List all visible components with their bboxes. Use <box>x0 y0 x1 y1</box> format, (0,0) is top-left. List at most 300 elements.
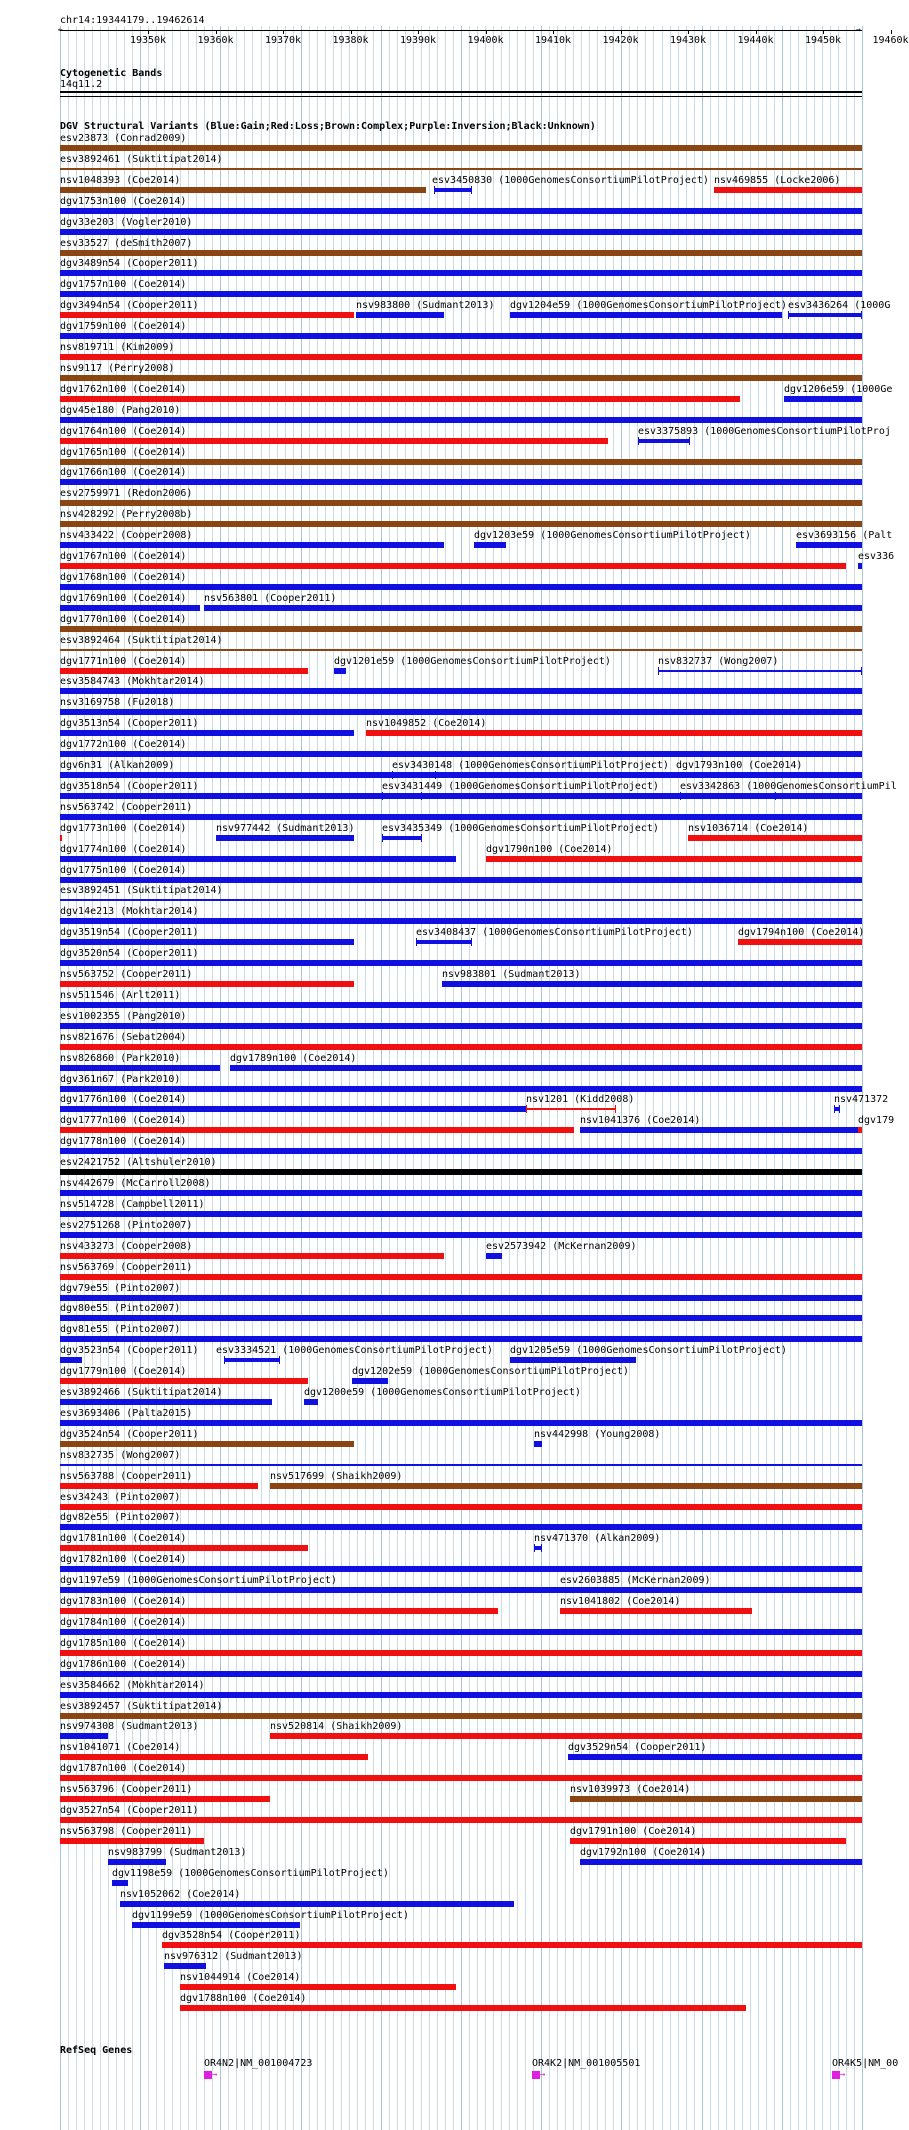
sv-label[interactable]: esv3892457 (Suktitipat2014) <box>60 1700 223 1712</box>
sv-label[interactable]: dgv1200e59 (1000GenomesConsortiumPilotProject) <box>304 1387 581 1398</box>
grid-line <box>333 26 334 2130</box>
gene-exon[interactable] <box>832 2071 840 2079</box>
sv-label[interactable]: dgv3527n54 (Cooper2011) <box>60 1805 199 1816</box>
cytoband-track-title[interactable]: Cytogenetic Bands <box>60 68 163 79</box>
sv-label[interactable]: nsv563769 (Cooper2011) <box>60 1261 193 1273</box>
sv-bar-gain[interactable] <box>60 772 862 778</box>
sv-bar-gain[interactable] <box>60 605 200 611</box>
sv-bar-loss[interactable] <box>60 1504 862 1510</box>
sv-bar-complex[interactable] <box>60 500 862 506</box>
sv-bar-loss[interactable] <box>60 396 740 402</box>
sv-label[interactable]: nsv428292 (Perry2008b) <box>60 509 193 521</box>
sv-bar-gain[interactable] <box>382 836 422 840</box>
sv-label[interactable]: dgv1767n100 (Coe2014) <box>60 551 187 562</box>
sv-label[interactable]: dgv1790n100 (Coe2014) <box>486 843 613 855</box>
sv-bar-gain[interactable] <box>60 333 862 339</box>
sv-bar-loss[interactable] <box>60 1545 308 1551</box>
sv-bar-gain[interactable] <box>784 396 862 402</box>
sv-label[interactable]: esv3342863 (1000GenomesConsortiumPil <box>680 780 897 792</box>
grid-line <box>429 26 430 2130</box>
sv-bar-gain[interactable] <box>352 1378 388 1384</box>
sv-label[interactable]: esv2421752 (Altshuler2010) <box>60 1157 217 1169</box>
sv-label[interactable]: nsv821676 (Sebat2004) <box>60 1031 187 1043</box>
sv-bar-gain[interactable] <box>60 479 862 485</box>
sv-label[interactable]: esv2573942 (McKernan2009) <box>486 1240 637 1252</box>
sv-bar-complex[interactable] <box>60 626 862 632</box>
sv-label[interactable]: nsv563742 (Cooper2011) <box>60 801 193 813</box>
sv-bar-gain[interactable] <box>120 1901 514 1907</box>
sv-bar-complex[interactable] <box>60 521 862 527</box>
sv-label[interactable]: esv3408437 (1000GenomesConsortiumPilotProject) <box>416 927 693 939</box>
sv-label[interactable]: nsv433273 (Cooper2008) <box>60 1240 193 1252</box>
sv-label[interactable]: nsv1036714 (Coe2014) <box>688 822 809 834</box>
sv-label[interactable]: dgv1757n100 (Coe2014) <box>60 279 187 291</box>
sv-bar-complex[interactable] <box>60 168 862 170</box>
sv-label[interactable]: dgv6n31 (Alkan2009) <box>60 760 175 771</box>
sv-bar-gain[interactable] <box>164 1963 206 1969</box>
sv-bar-gain[interactable] <box>60 1232 862 1238</box>
sv-bar-gain[interactable] <box>60 918 862 924</box>
sv-label[interactable]: dgv3518n54 (Cooper2011) <box>60 780 199 792</box>
sv-label[interactable]: dgv1203e59 (1000GenomesConsortiumPilotProject) <box>474 530 751 542</box>
sv-bar-gain[interactable] <box>304 1399 318 1405</box>
sv-label[interactable]: nsv1201 (Kidd2008) <box>526 1094 635 1106</box>
sv-bar-gain[interactable] <box>60 1399 272 1405</box>
sv-label[interactable]: dgv1787n100 (Coe2014) <box>60 1763 187 1775</box>
sv-label[interactable]: nsv433422 (Cooper2008) <box>60 530 193 542</box>
sv-bar-gain[interactable] <box>112 1880 128 1886</box>
sv-bar-gain[interactable] <box>60 1357 82 1363</box>
sv-bar-complex[interactable] <box>60 1441 354 1447</box>
sv-bar-gain[interactable] <box>60 856 456 862</box>
sv-bar-loss[interactable] <box>270 1733 862 1739</box>
sv-label[interactable]: nsv3169758 (Fu2018) <box>60 697 175 709</box>
sv-label[interactable]: dgv3528n54 (Cooper2011) <box>162 1930 301 1942</box>
sv-bar-gain[interactable] <box>486 1253 502 1259</box>
sv-label[interactable]: dgv179 <box>858 1115 895 1127</box>
sv-label[interactable]: esv3334521 (1000GenomesConsortiumPilotProject) <box>216 1345 493 1357</box>
grid-line <box>228 26 229 2130</box>
sv-label[interactable]: dgv1205e59 (1000GenomesConsortiumPilotProject) <box>510 1345 787 1357</box>
sv-label[interactable]: dgv3520n54 (Cooper2011) <box>60 948 199 960</box>
gene-exon[interactable] <box>532 2071 540 2079</box>
sv-label[interactable]: nsv442679 (McCarroll2008) <box>60 1178 211 1189</box>
sv-label[interactable]: esv3892466 (Suktitipat2014) <box>60 1387 223 1398</box>
sv-label[interactable]: nsv977442 (Sudmant2013) <box>216 822 355 834</box>
sv-bar-loss[interactable] <box>366 730 862 736</box>
sv-bar-gain[interactable] <box>60 1148 862 1154</box>
sv-label[interactable]: esv3430148 (1000GenomesConsortiumPilotProject) <box>392 760 669 771</box>
sv-label[interactable]: nsv563796 (Cooper2011) <box>60 1784 193 1796</box>
sv-bar-loss[interactable] <box>714 187 862 193</box>
sv-label[interactable]: dgv3489n54 (Cooper2011) <box>60 258 199 270</box>
sv-bar-loss[interactable] <box>60 1483 258 1489</box>
ruler-tick <box>688 30 689 34</box>
sv-label[interactable]: dgv81e55 (Pinto2007) <box>60 1324 181 1336</box>
sv-bar-loss[interactable] <box>688 835 862 841</box>
sv-label[interactable]: dgv1762n100 (Coe2014) <box>60 383 187 395</box>
sv-label[interactable]: dgv1785n100 (Coe2014) <box>60 1637 187 1649</box>
sv-bar-complex[interactable] <box>60 375 862 381</box>
sv-bar-gain[interactable] <box>60 270 862 276</box>
sv-label[interactable]: esv3584743 (Mokhtar2014) <box>60 676 205 688</box>
sv-bar-gain[interactable] <box>60 1106 526 1112</box>
sv-label[interactable]: esv3693156 (Palt <box>796 530 893 542</box>
sv-bar-gain[interactable] <box>434 188 472 192</box>
sv-label[interactable]: esv3892451 (Suktitipat2014) <box>60 885 223 897</box>
sv-label[interactable]: dgv1771n100 (Coe2014) <box>60 655 187 667</box>
sv-label[interactable]: dgv1197e59 (1000GenomesConsortiumPilotProject) <box>60 1575 337 1587</box>
sv-bar-loss[interactable] <box>60 1775 862 1781</box>
grid-line <box>309 26 310 2130</box>
sv-label[interactable]: dgv33e203 (Vogler2010) <box>60 216 193 228</box>
sv-label[interactable]: dgv1781n100 (Coe2014) <box>60 1533 187 1545</box>
gene-label[interactable]: OR4K2|NM_001005501 <box>532 2058 641 2069</box>
sv-label[interactable]: nsv826860 (Park2010) <box>60 1052 181 1064</box>
sv-label[interactable]: dgv1199e59 (1000GenomesConsortiumPilotProject) <box>132 1909 409 1921</box>
sv-bar-gain[interactable] <box>60 1629 862 1635</box>
sv-bar-loss[interactable] <box>60 981 354 987</box>
sv-bar-loss[interactable] <box>60 438 608 444</box>
sv-label[interactable]: nsv1041376 (Coe2014) <box>580 1115 701 1127</box>
sv-label[interactable]: dgv1792n100 (Coe2014) <box>580 1846 707 1858</box>
sv-label[interactable]: dgv1773n100 (Coe2014) <box>60 822 187 834</box>
sv-label[interactable]: nsv442998 (Young2008) <box>534 1428 661 1440</box>
sv-label[interactable]: nsv514728 (Campbell2011) <box>60 1198 205 1210</box>
grid-line <box>742 26 743 2130</box>
sv-label[interactable]: nsv563752 (Cooper2011) <box>60 969 193 980</box>
sv-bar-endcap <box>615 1105 616 1113</box>
sv-label[interactable]: nsv983801 (Sudmant2013) <box>442 969 581 980</box>
sv-label[interactable]: esv2603885 (McKernan2009) <box>560 1575 711 1587</box>
sv-bar-gain[interactable] <box>230 1065 862 1071</box>
sv-label[interactable]: esv3450830 (1000GenomesConsortiumPilotProject) <box>432 174 709 186</box>
sv-bar-loss[interactable] <box>60 1754 368 1760</box>
sv-label[interactable]: nsv974308 (Sudmant2013) <box>60 1721 199 1733</box>
ruler-tick-label: 19400k <box>467 35 504 46</box>
sv-bar-gain[interactable] <box>658 670 862 672</box>
sv-bar-gain[interactable] <box>60 1295 862 1301</box>
sv-bar-endcap <box>839 1105 840 1113</box>
sv-bar-gain[interactable] <box>60 1336 862 1342</box>
grid-line <box>357 26 358 2130</box>
sv-bar-loss[interactable] <box>60 1650 862 1656</box>
sv-bar-loss[interactable] <box>162 1942 862 1948</box>
sv-bar-gain[interactable] <box>580 1859 862 1865</box>
sv-label[interactable]: dgv82e55 (Pinto2007) <box>60 1512 181 1524</box>
sv-label[interactable]: esv336 <box>858 551 895 562</box>
sv-label[interactable]: nsv563798 (Cooper2011) <box>60 1825 193 1837</box>
sv-label[interactable]: esv2751268 (Pinto2007) <box>60 1219 193 1231</box>
sv-bar-gain[interactable] <box>60 814 862 820</box>
sv-label[interactable]: esv23873 (Conrad2009) <box>60 133 187 144</box>
sv-label[interactable]: dgv80e55 (Pinto2007) <box>60 1303 181 1315</box>
sv-label[interactable]: dgv1772n100 (Coe2014) <box>60 739 187 751</box>
sv-bar-endcap <box>224 1356 225 1364</box>
sv-bar-gain[interactable] <box>858 563 862 569</box>
sv-bar-gain[interactable] <box>796 542 862 548</box>
sv-bar-loss[interactable] <box>60 1044 862 1050</box>
sv-label[interactable]: dgv1786n100 (Coe2014) <box>60 1658 187 1670</box>
sv-label[interactable]: dgv1204e59 (1000GenomesConsortiumPilotProject) <box>510 300 787 312</box>
sv-label[interactable]: nsv471372 <box>834 1094 889 1106</box>
sv-label[interactable]: esv33527 (deSmith2007) <box>60 237 193 249</box>
gene-label[interactable]: OR4N2|NM_001004723 <box>204 2058 313 2069</box>
sv-bar-complex[interactable] <box>60 145 862 151</box>
sv-bar-gain[interactable] <box>60 291 862 297</box>
sv-bar-gain[interactable] <box>60 1587 862 1593</box>
sv-label[interactable]: dgv1198e59 (1000GenomesConsortiumPilotProject) <box>112 1867 389 1879</box>
sv-bar-gain[interactable] <box>60 542 444 548</box>
sv-bar-loss[interactable] <box>60 1274 862 1280</box>
sv-label[interactable]: dgv1753n100 (Coe2014) <box>60 195 187 207</box>
sv-bar-gain[interactable] <box>60 1315 862 1321</box>
grid-line <box>501 26 502 2130</box>
sv-label[interactable]: dgv1202e59 (1000GenomesConsortiumPilotProject) <box>352 1366 629 1378</box>
sv-bar-loss[interactable] <box>560 1608 752 1614</box>
grid-line <box>293 26 294 2130</box>
sv-label[interactable]: dgv14e213 (Mokhtar2014) <box>60 906 199 918</box>
sv-label[interactable]: esv3584662 (Mokhtar2014) <box>60 1679 205 1691</box>
sv-bar-loss[interactable] <box>60 354 862 360</box>
sv-label[interactable]: dgv1774n100 (Coe2014) <box>60 843 187 855</box>
sv-label[interactable]: esv3375893 (1000GenomesConsortiumPilotProj <box>638 425 891 437</box>
sv-label[interactable]: dgv1766n100 (Coe2014) <box>60 467 187 479</box>
sv-bar-gain[interactable] <box>60 688 862 694</box>
sv-label[interactable]: nsv983800 (Sudmant2013) <box>356 300 495 312</box>
sv-label[interactable]: dgv1759n100 (Coe2014) <box>60 321 187 333</box>
sv-label[interactable]: dgv1793n100 (Coe2014) <box>676 760 803 771</box>
grid-line <box>662 26 663 2130</box>
sv-label[interactable]: nsv1039973 (Coe2014) <box>570 1784 691 1796</box>
sv-label[interactable]: nsv1049852 (Coe2014) <box>366 718 487 730</box>
sv-label[interactable]: dgv1791n100 (Coe2014) <box>570 1825 697 1837</box>
sv-bar-loss[interactable] <box>60 1127 574 1133</box>
sv-label[interactable]: dgv3523n54 (Cooper2011) <box>60 1345 199 1357</box>
sv-bar-gain[interactable] <box>216 835 354 841</box>
sv-bar-gain[interactable] <box>60 1420 862 1426</box>
sv-bar-gain[interactable] <box>60 1733 108 1739</box>
sv-bar-gain[interactable] <box>132 1922 300 1928</box>
sv-bar-gain[interactable] <box>60 229 862 235</box>
sv-bar-endcap <box>434 186 435 194</box>
sv-bar-loss[interactable] <box>858 1127 862 1133</box>
sv-bar-loss[interactable] <box>570 1838 846 1844</box>
sv-bar-gain[interactable] <box>60 1566 862 1572</box>
sv-bar-complex[interactable] <box>60 250 862 256</box>
sv-bar-gain[interactable] <box>60 1190 862 1196</box>
sv-bar-complex[interactable] <box>570 1796 862 1802</box>
sv-label[interactable]: nsv819711 (Kim2009) <box>60 342 175 353</box>
sv-label[interactable]: nsv832735 (Wong2007) <box>60 1449 181 1461</box>
sv-label[interactable]: nsv1044914 (Coe2014) <box>180 1972 301 1984</box>
sv-label[interactable]: dgv361n67 (Park2010) <box>60 1073 181 1085</box>
sv-bar-loss[interactable] <box>180 2005 746 2011</box>
sv-bar-gain[interactable] <box>60 1692 862 1698</box>
sv-label[interactable]: nsv1041071 (Coe2014) <box>60 1742 181 1754</box>
sv-label[interactable]: esv3435349 (1000GenomesConsortiumPilotProject) <box>382 822 659 834</box>
sv-label[interactable]: esv2759971 (Redon2006) <box>60 488 193 500</box>
grid-line <box>244 26 245 2130</box>
sv-label[interactable]: dgv1769n100 (Coe2014) <box>60 592 187 604</box>
sv-bar-gain[interactable] <box>60 208 862 214</box>
sv-label[interactable]: dgv3513n54 (Cooper2011) <box>60 718 199 730</box>
sv-label[interactable]: nsv471370 (Alkan2009) <box>534 1533 661 1545</box>
sv-label[interactable]: dgv3524n54 (Cooper2011) <box>60 1428 199 1440</box>
sv-label[interactable]: dgv3519n54 (Cooper2011) <box>60 927 199 939</box>
sv-bar-gain[interactable] <box>60 1086 862 1092</box>
cytoband-bar[interactable] <box>60 91 862 93</box>
sv-bar-gain[interactable] <box>474 542 506 548</box>
sv-bar-loss[interactable] <box>60 312 354 318</box>
grid-line <box>405 26 406 2130</box>
sv-bar-gain[interactable] <box>60 1002 862 1008</box>
sv-bar-loss[interactable] <box>60 1378 308 1384</box>
sv-bar-gain[interactable] <box>510 1357 636 1363</box>
sv-bar-complex[interactable] <box>60 459 862 465</box>
sv-bar-loss[interactable] <box>60 1608 498 1614</box>
sv-label[interactable]: esv3693406 (Palta2015) <box>60 1407 193 1419</box>
sv-bar-gain[interactable] <box>676 772 712 778</box>
sv-bar-gain[interactable] <box>510 312 782 318</box>
sv-bar-unknown[interactable] <box>60 1169 862 1175</box>
sv-bar-gain[interactable] <box>204 605 862 611</box>
sv-label[interactable]: nsv1041802 (Coe2014) <box>560 1596 681 1607</box>
sv-label[interactable]: dgv1783n100 (Coe2014) <box>60 1596 187 1607</box>
sv-bar-gain[interactable] <box>382 794 422 798</box>
sv-bar-loss[interactable] <box>526 1108 616 1110</box>
sv-label[interactable]: esv34243 (Pinto2007) <box>60 1491 181 1503</box>
sv-bar-loss[interactable] <box>60 1817 862 1823</box>
sv-label[interactable]: esv3436264 (1000G <box>788 300 891 312</box>
sv-label[interactable]: dgv79e55 (Pinto2007) <box>60 1282 181 1294</box>
sv-bar-loss[interactable] <box>60 668 308 674</box>
sv-bar-gain[interactable] <box>392 773 436 777</box>
sv-bar-loss[interactable] <box>60 1838 204 1844</box>
sv-bar-gain[interactable] <box>60 417 862 423</box>
grid-line <box>261 26 262 2130</box>
sv-bar-gain[interactable] <box>224 1358 280 1362</box>
sv-label[interactable]: dgv1782n100 (Coe2014) <box>60 1554 187 1566</box>
sv-label[interactable]: nsv1052062 (Coe2014) <box>120 1888 241 1900</box>
sv-bar-gain[interactable] <box>60 584 862 590</box>
sv-bar-loss[interactable] <box>486 856 862 862</box>
grid-line <box>782 26 783 2130</box>
sv-label[interactable]: dgv1777n100 (Coe2014) <box>60 1115 187 1127</box>
sv-label[interactable]: dgv1788n100 (Coe2014) <box>180 1993 307 2005</box>
sv-label[interactable]: dgv1768n100 (Coe2014) <box>60 571 187 583</box>
sv-bar-gain[interactable] <box>580 1127 862 1133</box>
sv-bar-gain[interactable] <box>788 313 862 317</box>
grid-line <box>277 26 278 2130</box>
gene-exon[interactable] <box>204 2071 212 2079</box>
sv-bar-complex[interactable] <box>60 649 862 651</box>
sv-bar-gain[interactable] <box>568 1754 862 1760</box>
sv-bar-gain[interactable] <box>680 794 776 798</box>
sv-bar-complex[interactable] <box>60 1713 862 1719</box>
dgv-track-title[interactable]: DGV Structural Variants (Blue:Gain;Red:Loss;Brown:Complex;Purple:Inversion;Black:Unknown) <box>60 121 596 132</box>
grid-line <box>381 26 382 2130</box>
sv-bar-gain[interactable] <box>334 668 346 674</box>
sv-bar-gain[interactable] <box>534 1441 542 1447</box>
sv-label[interactable]: nsv1048393 (Coe2014) <box>60 174 181 186</box>
sv-bar-gain[interactable] <box>60 751 862 757</box>
sv-bar-loss[interactable] <box>180 1984 456 1990</box>
grid-line <box>204 26 205 2130</box>
sv-label[interactable]: nsv469855 (Locke2006) <box>714 174 841 186</box>
sv-label[interactable]: nsv520814 (Shaikh2009) <box>270 1721 403 1733</box>
sv-label[interactable]: dgv1779n100 (Coe2014) <box>60 1366 187 1378</box>
sv-bar-gain[interactable] <box>60 1023 862 1029</box>
sv-label[interactable]: esv3892461 (Suktitipat2014) <box>60 153 223 165</box>
sv-label[interactable]: nsv563801 (Cooper2011) <box>204 592 337 604</box>
sv-label[interactable]: dgv1778n100 (Coe2014) <box>60 1136 187 1148</box>
sv-label[interactable]: dgv3494n54 (Cooper2011) <box>60 300 199 312</box>
sv-label[interactable]: dgv3529n54 (Cooper2011) <box>568 1742 707 1754</box>
sv-label[interactable]: nsv976312 (Sudmant2013) <box>164 1951 303 1963</box>
sv-bar-complex[interactable] <box>270 1483 862 1489</box>
sv-label[interactable]: dgv1764n100 (Coe2014) <box>60 425 187 437</box>
sv-label[interactable]: esv3431449 (1000GenomesConsortiumPilotProject) <box>382 780 659 792</box>
sv-label[interactable]: dgv1789n100 (Coe2014) <box>230 1052 357 1064</box>
sv-bar-gain[interactable] <box>442 981 862 987</box>
sv-bar-loss[interactable] <box>60 563 846 569</box>
sv-bar-gain[interactable] <box>60 1211 862 1217</box>
sv-label[interactable]: dgv1201e59 (1000GenomesConsortiumPilotProject) <box>334 655 611 667</box>
sv-label[interactable]: nsv983799 (Sudmant2013) <box>108 1846 247 1858</box>
sv-bar-gain[interactable] <box>60 877 862 883</box>
sv-label[interactable]: nsv517699 (Shaikh2009) <box>270 1470 403 1482</box>
sv-bar-complex[interactable] <box>60 187 426 193</box>
sv-label[interactable]: dgv1775n100 (Coe2014) <box>60 864 187 876</box>
sv-bar-gain[interactable] <box>356 312 444 318</box>
grid-line <box>301 26 302 2130</box>
sv-label[interactable]: dgv1765n100 (Coe2014) <box>60 446 187 458</box>
sv-bar-gain[interactable] <box>60 1524 862 1530</box>
sv-bar-gain[interactable] <box>60 960 862 966</box>
sv-bar-loss[interactable] <box>60 835 62 841</box>
sv-label[interactable]: esv1002355 (Pang2010) <box>60 1010 187 1022</box>
sv-label[interactable]: dgv1776n100 (Coe2014) <box>60 1094 187 1106</box>
sv-label[interactable]: esv3892464 (Suktitipat2014) <box>60 634 223 646</box>
sv-bar-gain[interactable] <box>60 1671 862 1677</box>
grid-line <box>477 26 478 2130</box>
sv-bar-loss[interactable] <box>60 1253 444 1259</box>
sv-bar-loss[interactable] <box>738 939 862 945</box>
sv-label[interactable]: dgv1794n100 (Coe2014) <box>738 927 865 939</box>
sv-label[interactable]: nsv563788 (Cooper2011) <box>60 1470 193 1482</box>
sv-label[interactable]: dgv1206e59 (1000Ge <box>784 383 893 395</box>
sv-bar-gain[interactable] <box>60 899 862 901</box>
sv-label[interactable]: nsv511546 (Arlt2011) <box>60 989 181 1001</box>
sv-label[interactable]: dgv1784n100 (Coe2014) <box>60 1616 187 1628</box>
sv-label[interactable]: dgv1770n100 (Coe2014) <box>60 613 187 625</box>
sv-bar-gain[interactable] <box>60 709 862 715</box>
sv-label[interactable]: dgv45e180 (Pang2010) <box>60 404 181 416</box>
sv-bar-gain[interactable] <box>416 940 472 944</box>
sv-bar-gain[interactable] <box>60 1464 862 1466</box>
sv-bar-gain[interactable] <box>60 939 354 945</box>
sv-bar-loss[interactable] <box>60 1796 270 1802</box>
sv-label[interactable]: nsv832737 (Wong2007) <box>658 655 779 667</box>
refseq-track-title[interactable]: RefSeq Genes <box>60 2045 133 2056</box>
sv-bar-gain[interactable] <box>60 1065 220 1071</box>
sv-bar-gain[interactable] <box>638 439 690 443</box>
sv-bar-gain[interactable] <box>108 1859 166 1865</box>
gene-label[interactable]: OR4K5|NM_00 <box>832 2058 899 2069</box>
sv-bar-gain[interactable] <box>60 730 354 736</box>
sv-label[interactable]: nsv9117 (Perry2008) <box>60 362 175 374</box>
